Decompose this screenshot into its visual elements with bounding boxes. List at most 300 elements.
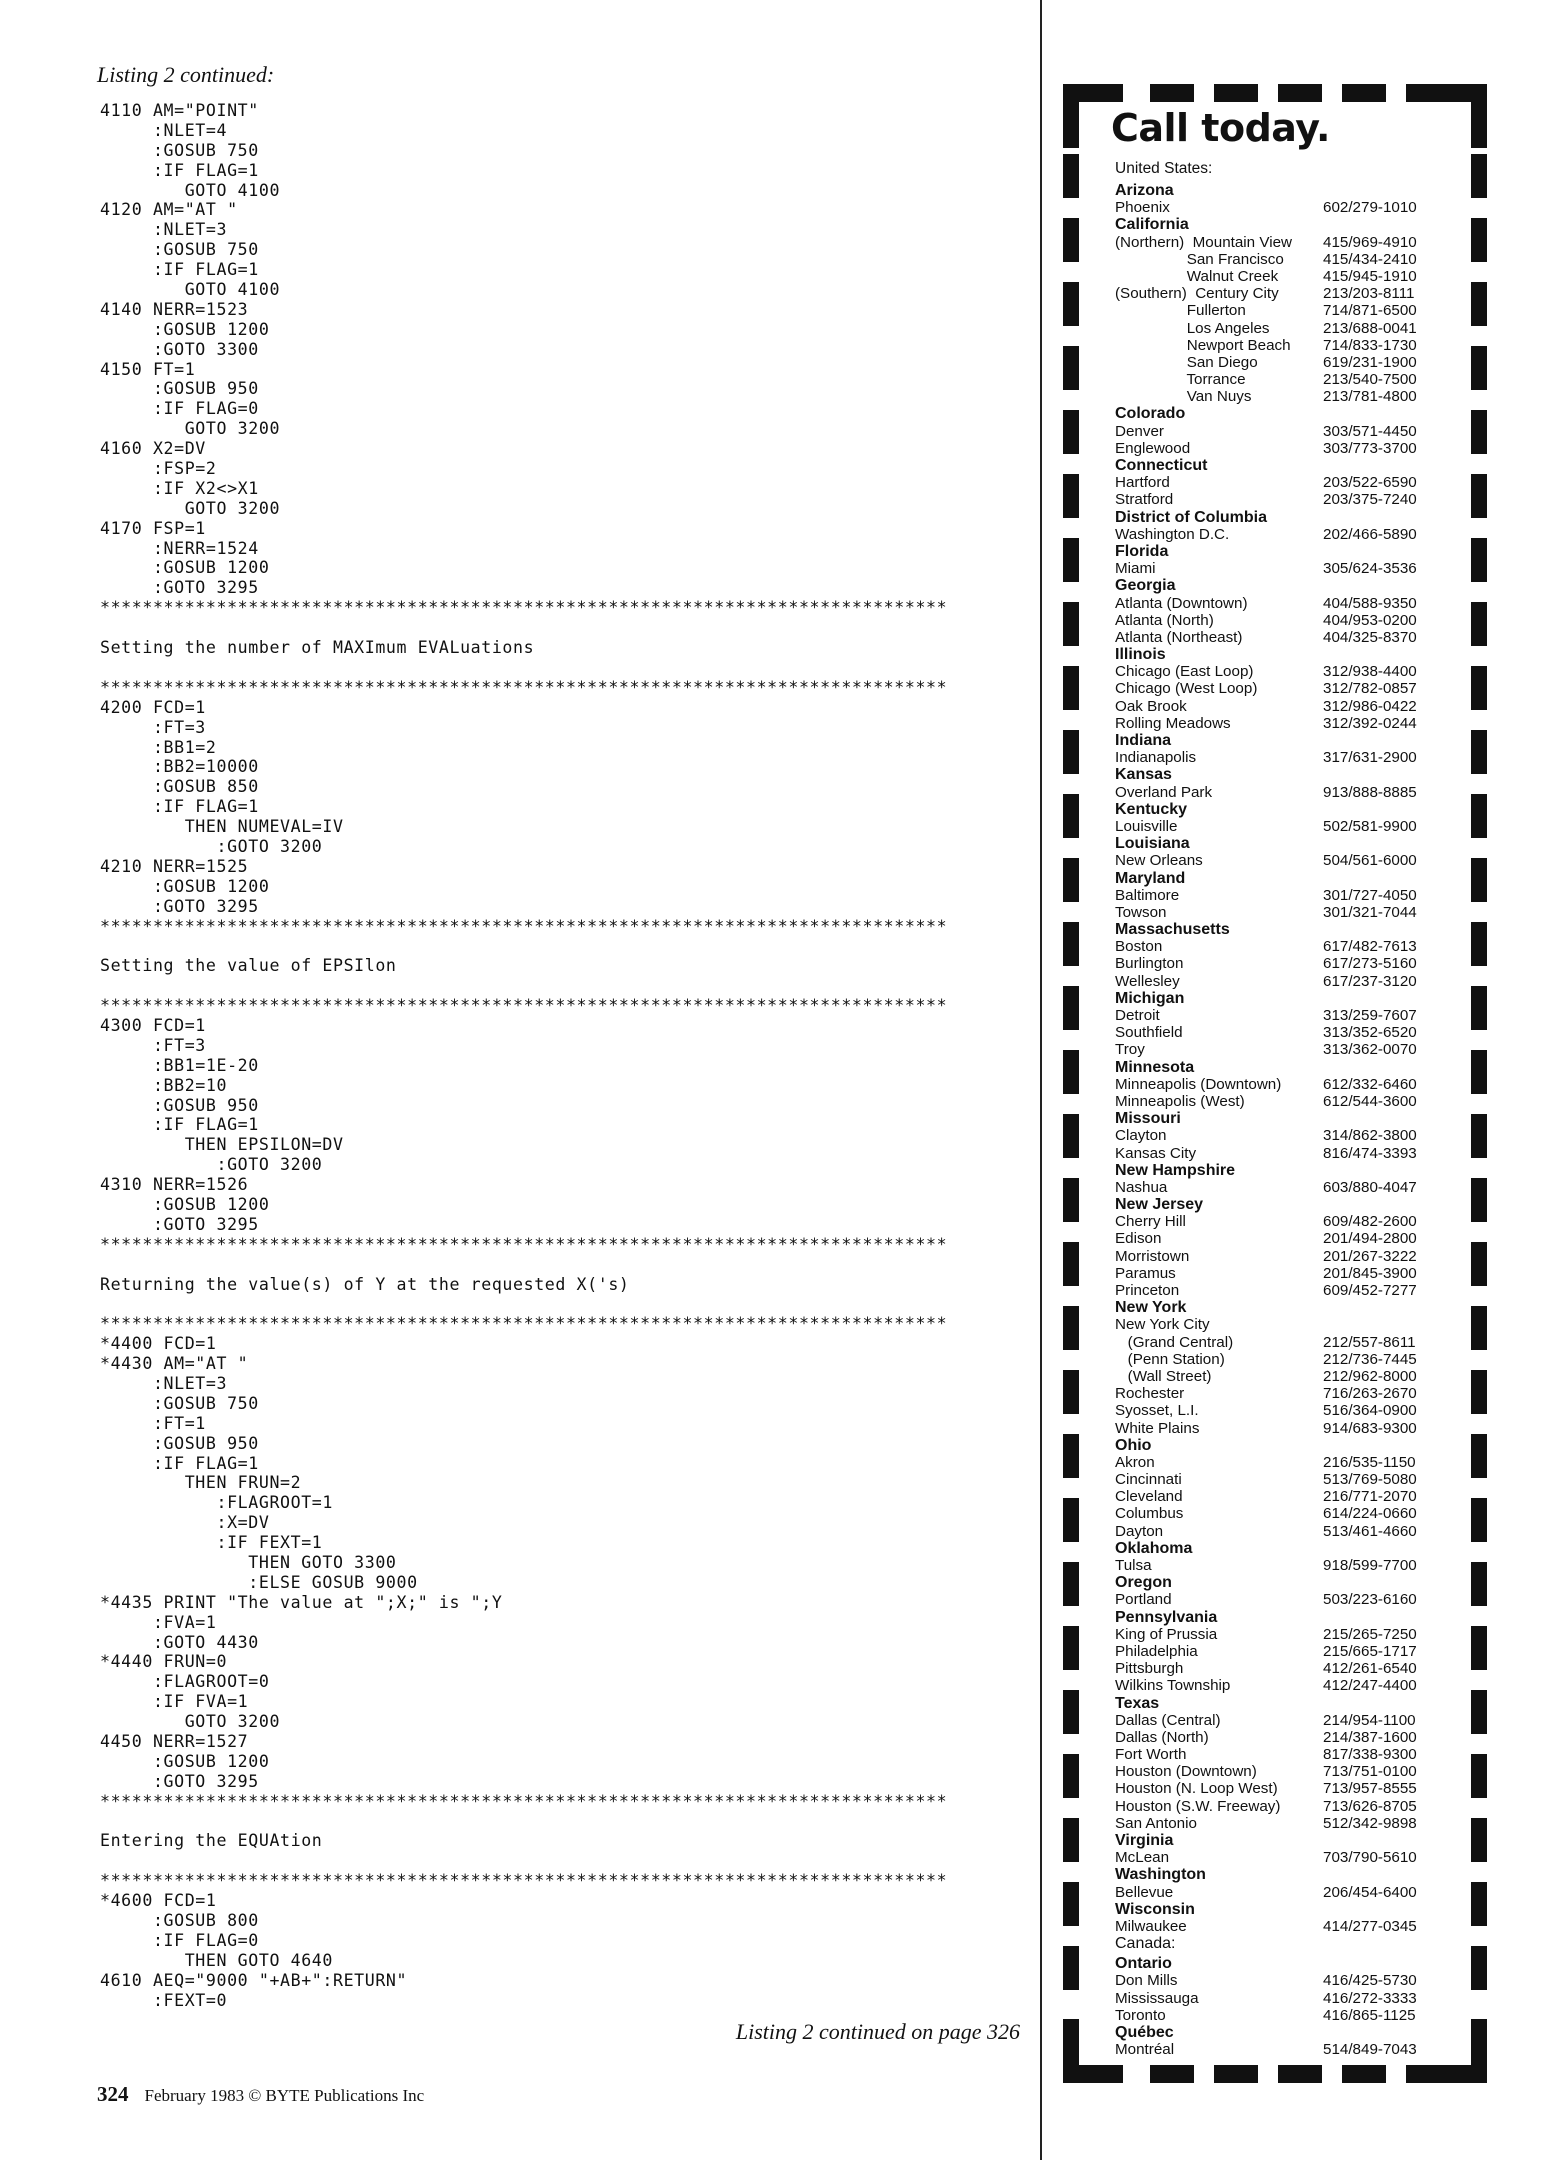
state-heading bbox=[1115, 801, 1435, 818]
code-line: :NLET=3 bbox=[100, 1374, 228, 1393]
border-dash bbox=[1471, 1690, 1487, 1734]
border-dash bbox=[1342, 2065, 1386, 2083]
border-dash bbox=[1471, 730, 1487, 774]
state-heading bbox=[1115, 766, 1435, 783]
office-name: Chicago (West Loop) bbox=[1115, 680, 1258, 698]
border-dash bbox=[1063, 1882, 1079, 1926]
office-phone: 404/588-9350 bbox=[1323, 594, 1417, 612]
office-name: Maryland bbox=[1115, 869, 1186, 887]
office-name: Princeton bbox=[1115, 1282, 1180, 1299]
office-phone: 215/665-1717 bbox=[1323, 1642, 1417, 1660]
office-phone: 216/535-1150 bbox=[1323, 1453, 1416, 1471]
office-name: Indiana bbox=[1115, 732, 1172, 749]
separator-line: ******************************************************************************** bbox=[100, 916, 948, 936]
office-phone: 201/267-3222 bbox=[1323, 1247, 1417, 1265]
office-entry bbox=[1115, 2007, 1435, 2024]
border-dash bbox=[1063, 84, 1079, 148]
office-entry bbox=[1115, 1127, 1435, 1144]
office-phone: 415/969-4910 bbox=[1323, 233, 1417, 251]
code-line: 4300 FCD=1 bbox=[100, 1015, 206, 1035]
office-entry bbox=[1115, 302, 1435, 319]
code-line: :FSP=2 bbox=[100, 459, 217, 479]
code-line: Returning the value(s) of Y at the requested X('s) bbox=[100, 1274, 630, 1294]
office-entry bbox=[1115, 268, 1435, 285]
state-heading bbox=[1115, 509, 1435, 526]
office-phone: 612/332-6460 bbox=[1323, 1075, 1417, 1093]
office-entry bbox=[1115, 955, 1435, 972]
border-dash bbox=[1471, 1754, 1487, 1798]
office-name: New Jersey bbox=[1115, 1196, 1204, 1214]
code-line: 4200 FCD=1 bbox=[100, 697, 206, 717]
office-phone: 214/954-1100 bbox=[1323, 1711, 1416, 1729]
office-entry bbox=[1115, 1420, 1435, 1437]
office-entry bbox=[1115, 1334, 1435, 1351]
office-entry bbox=[1115, 1471, 1435, 1488]
office-entry bbox=[1115, 680, 1435, 697]
border-dash bbox=[1063, 410, 1079, 454]
code-line: :FLAGROOT=0 bbox=[100, 1672, 270, 1692]
office-phone: 206/454-6400 bbox=[1323, 1883, 1417, 1901]
office-phone: 609/452-7277 bbox=[1323, 1282, 1417, 1299]
office-name: Minneapolis (West) bbox=[1115, 1092, 1245, 1110]
border-dash bbox=[1063, 1178, 1079, 1222]
office-name: Michigan bbox=[1115, 989, 1185, 1007]
office-phone: 516/364-0900 bbox=[1323, 1402, 1417, 1420]
office-phone: 215/265-7250 bbox=[1323, 1625, 1417, 1643]
border-dash bbox=[1063, 1242, 1079, 1286]
office-entry bbox=[1115, 1557, 1435, 1574]
office-name: Mississauga bbox=[1115, 1989, 1199, 2007]
office-name: Wellesley bbox=[1115, 972, 1180, 990]
office-phone: 201/845-3900 bbox=[1323, 1264, 1417, 1282]
code-line: GOTO 3200 bbox=[100, 1712, 281, 1732]
office-entry bbox=[1115, 440, 1435, 457]
office-entry bbox=[1115, 1798, 1435, 1815]
office-entry bbox=[1115, 1990, 1435, 2007]
office-name: Ontario bbox=[1115, 1955, 1172, 1973]
office-phone: 415/945-1910 bbox=[1323, 267, 1417, 285]
border-dash bbox=[1471, 1626, 1487, 1670]
office-name: Oregon bbox=[1115, 1574, 1172, 1592]
office-phone: 202/466-5890 bbox=[1323, 525, 1417, 543]
office-name: San Diego bbox=[1115, 353, 1258, 371]
state-heading bbox=[1115, 1574, 1435, 1591]
country-heading bbox=[1115, 1935, 1435, 1955]
office-entry bbox=[1115, 491, 1435, 508]
border-dash bbox=[1342, 84, 1386, 102]
office-name: Kentucky bbox=[1115, 800, 1188, 818]
code-line: :NERR=1524 bbox=[100, 538, 259, 558]
code-line: Setting the value of EPSIlon bbox=[100, 956, 397, 976]
office-name: Stratford bbox=[1115, 491, 1174, 509]
border-dash bbox=[1471, 282, 1487, 326]
border-dash bbox=[1471, 986, 1487, 1030]
office-name: Minneapolis (Downtown) bbox=[1115, 1075, 1282, 1093]
office-phone: 617/482-7613 bbox=[1323, 938, 1417, 956]
office-name: Bellevue bbox=[1115, 1883, 1174, 1901]
office-name: New Hampshire bbox=[1115, 1161, 1236, 1179]
border-dash bbox=[1471, 666, 1487, 710]
state-heading bbox=[1115, 1110, 1435, 1127]
office-phone: 313/259-7607 bbox=[1323, 1007, 1417, 1024]
office-phone: 414/277-0345 bbox=[1323, 1917, 1417, 1935]
office-name: Houston (Downtown) bbox=[1115, 1763, 1257, 1781]
office-entry bbox=[1115, 251, 1435, 268]
code-line: GOTO 3200 bbox=[100, 419, 281, 439]
office-phone: 514/849-7043 bbox=[1323, 2041, 1417, 2059]
office-entry bbox=[1115, 1265, 1435, 1282]
code-line: :GOSUB 1200 bbox=[100, 319, 270, 339]
border-dash bbox=[1471, 794, 1487, 838]
border-dash bbox=[1471, 1498, 1487, 1542]
code-line: 4310 NERR=1526 bbox=[100, 1175, 249, 1195]
office-name: Walnut Creek bbox=[1115, 267, 1279, 285]
code-line: :FT=1 bbox=[100, 1413, 206, 1433]
code-listing bbox=[100, 101, 1038, 2011]
code-line: THEN GOTO 3300 bbox=[100, 1553, 397, 1573]
office-entry bbox=[1115, 526, 1435, 543]
state-heading bbox=[1115, 216, 1435, 233]
office-phone: 216/771-2070 bbox=[1323, 1488, 1417, 1506]
office-name: Cherry Hill bbox=[1115, 1213, 1186, 1231]
office-name: Louisville bbox=[1115, 817, 1178, 835]
phone-directory bbox=[1115, 160, 1435, 2058]
office-entry bbox=[1115, 1282, 1435, 1299]
office-entry bbox=[1115, 1368, 1435, 1385]
office-name: San Francisco bbox=[1115, 250, 1284, 268]
office-name: Dallas (Central) bbox=[1115, 1711, 1221, 1729]
office-phone: 513/769-5080 bbox=[1323, 1471, 1417, 1489]
office-name: Washington D.C. bbox=[1115, 525, 1230, 543]
office-entry bbox=[1115, 1248, 1435, 1265]
office-phone: 609/482-2600 bbox=[1323, 1213, 1417, 1231]
border-dash bbox=[1063, 1434, 1079, 1478]
separator-line: ******************************************************************************** bbox=[100, 1314, 948, 1334]
state-heading bbox=[1115, 921, 1435, 938]
office-phone: 213/688-0041 bbox=[1323, 319, 1417, 337]
page-footer bbox=[97, 2082, 424, 2107]
code-line: :IF FLAG=1 bbox=[100, 260, 259, 280]
code-line: :GOTO 3295 bbox=[100, 1771, 259, 1791]
office-name: Indianapolis bbox=[1115, 749, 1197, 767]
office-phone: 212/736-7445 bbox=[1323, 1350, 1417, 1368]
office-phone: 504/561-6000 bbox=[1323, 852, 1417, 870]
code-line: *4430 AM="AT " bbox=[100, 1354, 249, 1374]
office-phone: 303/571-4450 bbox=[1323, 422, 1417, 440]
border-dash bbox=[1063, 666, 1079, 710]
office-name: Wisconsin bbox=[1115, 1900, 1195, 1918]
code-line bbox=[100, 1812, 1038, 1832]
code-line: :NLET=4 bbox=[100, 120, 228, 140]
office-name: Pittsburgh bbox=[1115, 1660, 1184, 1678]
code-line: :GOSUB 950 bbox=[100, 379, 259, 399]
office-entry bbox=[1115, 887, 1435, 904]
office-entry bbox=[1115, 388, 1435, 405]
office-phone: 416/425-5730 bbox=[1323, 1972, 1417, 1990]
office-name: Newport Beach bbox=[1115, 336, 1291, 354]
office-entry bbox=[1115, 784, 1435, 801]
office-entry bbox=[1115, 1746, 1435, 1763]
code-line: THEN NUMEVAL=IV bbox=[100, 817, 344, 837]
office-name: Hartford bbox=[1115, 474, 1170, 492]
code-line: THEN EPSILON=DV bbox=[100, 1135, 344, 1155]
code-line: :ELSE GOSUB 9000 bbox=[100, 1572, 418, 1592]
office-name: Kansas bbox=[1115, 766, 1172, 784]
code-line: :FT=3 bbox=[100, 1035, 206, 1055]
code-line: GOTO 3200 bbox=[100, 498, 281, 518]
border-dash bbox=[1063, 922, 1079, 966]
office-phone: 512/342-9898 bbox=[1323, 1814, 1417, 1832]
office-name: Boston bbox=[1115, 938, 1163, 956]
code-line: :GOTO 3300 bbox=[100, 339, 259, 359]
office-entry bbox=[1115, 1780, 1435, 1797]
border-dash bbox=[1471, 922, 1487, 966]
state-heading bbox=[1115, 1540, 1435, 1557]
state-heading bbox=[1115, 1866, 1435, 1883]
code-line: THEN FRUN=2 bbox=[100, 1473, 302, 1493]
office-entry bbox=[1115, 337, 1435, 354]
border-dash bbox=[1063, 1050, 1079, 1094]
office-phone: 619/231-1900 bbox=[1323, 353, 1417, 371]
office-name: Paramus bbox=[1115, 1264, 1176, 1282]
office-phone: 817/338-9300 bbox=[1323, 1746, 1417, 1764]
office-name: Ohio bbox=[1115, 1436, 1152, 1454]
border-dash bbox=[1471, 1370, 1487, 1414]
office-name: Atlanta (Downtown) bbox=[1115, 594, 1248, 612]
office-name: Atlanta (North) bbox=[1115, 611, 1214, 629]
state-heading bbox=[1115, 835, 1435, 852]
border-dash bbox=[1063, 1626, 1079, 1670]
code-line: :BB2=10 bbox=[100, 1075, 228, 1095]
state-heading bbox=[1115, 990, 1435, 1007]
office-entry bbox=[1115, 1849, 1435, 1866]
code-line: :GOSUB 1200 bbox=[100, 558, 270, 578]
border-dash bbox=[1278, 2065, 1322, 2083]
code-line: :FT=3 bbox=[100, 717, 206, 737]
office-phone: 303/773-3700 bbox=[1323, 439, 1417, 457]
office-phone: 214/387-1600 bbox=[1323, 1728, 1417, 1746]
code-line: THEN GOTO 4640 bbox=[100, 1950, 333, 1970]
border-dash bbox=[1063, 1370, 1079, 1414]
code-line: :GOSUB 750 bbox=[100, 240, 259, 260]
code-line: :GOSUB 850 bbox=[100, 777, 259, 797]
border-dash bbox=[1063, 2019, 1079, 2083]
office-phone: 404/325-8370 bbox=[1323, 628, 1417, 646]
code-line: *4400 FCD=1 bbox=[100, 1334, 217, 1354]
office-phone: 312/392-0244 bbox=[1323, 714, 1417, 732]
office-name: Van Nuys bbox=[1115, 388, 1252, 406]
office-name: Cleveland bbox=[1115, 1488, 1183, 1506]
office-name: Clayton bbox=[1115, 1127, 1167, 1145]
office-name: Englewood bbox=[1115, 439, 1191, 457]
office-name: Arizona bbox=[1115, 182, 1174, 199]
code-line: :GOSUB 950 bbox=[100, 1433, 259, 1453]
state-heading bbox=[1115, 1609, 1435, 1626]
separator-line: ******************************************************************************** bbox=[100, 677, 948, 697]
office-entry bbox=[1115, 1626, 1435, 1643]
border-dash bbox=[1063, 1114, 1079, 1158]
page-number: 324 bbox=[97, 2082, 129, 2106]
border-dash bbox=[1063, 1818, 1079, 1862]
state-heading bbox=[1115, 1162, 1435, 1179]
border-dash bbox=[1471, 1946, 1487, 1990]
separator-line: ******************************************************************************** bbox=[100, 996, 948, 1016]
state-heading bbox=[1115, 1059, 1435, 1076]
office-phone: 312/782-0857 bbox=[1323, 680, 1417, 698]
office-name: Chicago (East Loop) bbox=[1115, 663, 1254, 681]
office-name: Baltimore bbox=[1115, 886, 1180, 904]
code-line: :GOSUB 1200 bbox=[100, 876, 270, 896]
office-phone: 513/461-4660 bbox=[1323, 1522, 1417, 1540]
office-name: San Antonio bbox=[1115, 1814, 1197, 1832]
state-heading bbox=[1115, 1437, 1435, 1454]
office-name: Texas bbox=[1115, 1694, 1160, 1712]
office-entry bbox=[1115, 1591, 1435, 1608]
office-name: Houston (N. Loop West) bbox=[1115, 1780, 1278, 1798]
office-entry bbox=[1115, 1316, 1435, 1333]
code-line: :BB2=10000 bbox=[100, 757, 259, 777]
office-entry bbox=[1115, 1007, 1435, 1024]
office-entry bbox=[1115, 1213, 1435, 1230]
office-name: Morristown bbox=[1115, 1247, 1190, 1265]
state-heading bbox=[1115, 405, 1435, 422]
code-line: :GOSUB 1200 bbox=[100, 1751, 270, 1771]
office-name: McLean bbox=[1115, 1849, 1170, 1867]
office-name: Denver bbox=[1115, 422, 1164, 440]
office-entry bbox=[1115, 1729, 1435, 1746]
border-dash bbox=[1214, 2065, 1258, 2083]
office-name: New York City bbox=[1115, 1316, 1210, 1334]
office-entry bbox=[1115, 612, 1435, 629]
office-name: Pennsylvania bbox=[1115, 1608, 1218, 1626]
office-phone: 213/203-8111 bbox=[1323, 285, 1415, 303]
code-line bbox=[100, 658, 1038, 678]
border-dash bbox=[1471, 1882, 1487, 1926]
border-dash bbox=[1063, 1562, 1079, 1606]
code-line bbox=[100, 1851, 1038, 1871]
office-phone: 213/781-4800 bbox=[1323, 388, 1417, 406]
office-phone: 213/540-7500 bbox=[1323, 371, 1417, 389]
office-name: Don Mills bbox=[1115, 1972, 1178, 1990]
office-name: Georgia bbox=[1115, 577, 1176, 595]
office-phone: 312/938-4400 bbox=[1323, 663, 1417, 681]
office-name: Oklahoma bbox=[1115, 1539, 1193, 1557]
office-entry bbox=[1115, 1523, 1435, 1540]
border-dash bbox=[1471, 1306, 1487, 1350]
office-entry bbox=[1115, 354, 1435, 371]
office-phone: 816/474-3393 bbox=[1323, 1144, 1417, 1162]
office-phone: 914/683-9300 bbox=[1323, 1419, 1417, 1437]
code-line: 4170 FSP=1 bbox=[100, 518, 206, 538]
office-phone: 412/261-6540 bbox=[1323, 1660, 1417, 1678]
office-phone: 305/624-3536 bbox=[1323, 560, 1417, 578]
border-dash bbox=[1471, 154, 1487, 198]
code-line: 4150 FT=1 bbox=[100, 359, 196, 379]
code-line: :GOSUB 750 bbox=[100, 140, 259, 160]
code-line: *4435 PRINT "The value at ";X;" is ";Y bbox=[100, 1592, 503, 1612]
office-phone: 212/962-8000 bbox=[1323, 1367, 1417, 1385]
office-entry bbox=[1115, 1972, 1435, 1989]
column-divider bbox=[1040, 0, 1042, 2160]
office-entry bbox=[1115, 1763, 1435, 1780]
office-name: Los Angeles bbox=[1115, 319, 1270, 337]
office-entry bbox=[1115, 1884, 1435, 1901]
office-entry bbox=[1115, 2041, 1435, 2058]
code-line: 4120 AM="AT " bbox=[100, 200, 238, 220]
code-line: :IF FLAG=1 bbox=[100, 797, 259, 817]
office-entry bbox=[1115, 938, 1435, 955]
office-name: Connecticut bbox=[1115, 457, 1208, 474]
office-name: Minnesota bbox=[1115, 1058, 1195, 1076]
office-phone: 212/557-8611 bbox=[1323, 1333, 1416, 1351]
office-phone: 716/263-2670 bbox=[1323, 1385, 1417, 1403]
office-name: (Northern) Mountain View bbox=[1115, 233, 1292, 251]
code-line: :BB1=1E-20 bbox=[100, 1055, 259, 1075]
office-name: Nashua bbox=[1115, 1178, 1168, 1196]
border-dash bbox=[1471, 474, 1487, 518]
state-heading bbox=[1115, 732, 1435, 749]
border-dash bbox=[1063, 602, 1079, 646]
code-line: :IF FLAG=1 bbox=[100, 1115, 259, 1135]
office-entry bbox=[1115, 1677, 1435, 1694]
border-dash bbox=[1471, 858, 1487, 902]
office-entry bbox=[1115, 629, 1435, 646]
code-line: :IF FLAG=0 bbox=[100, 399, 259, 419]
office-phone: 412/247-4400 bbox=[1323, 1677, 1417, 1695]
border-dash bbox=[1063, 858, 1079, 902]
code-line: :IF FEXT=1 bbox=[100, 1533, 323, 1553]
office-name: Phoenix bbox=[1115, 199, 1170, 217]
office-name: Louisiana bbox=[1115, 835, 1190, 853]
office-phone: 201/494-2800 bbox=[1323, 1230, 1417, 1248]
office-name: Washington bbox=[1115, 1866, 1206, 1884]
office-phone: 416/272-3333 bbox=[1323, 1989, 1417, 2007]
office-name: Massachusetts bbox=[1115, 921, 1230, 939]
office-entry bbox=[1115, 1454, 1435, 1471]
border-dash bbox=[1471, 1562, 1487, 1606]
office-phone: 612/544-3600 bbox=[1323, 1092, 1417, 1110]
office-phone: 913/888-8885 bbox=[1323, 783, 1417, 801]
office-name: Overland Park bbox=[1115, 783, 1213, 801]
country-heading bbox=[1115, 160, 1435, 182]
office-entry bbox=[1115, 1385, 1435, 1402]
office-phone: 713/626-8705 bbox=[1323, 1797, 1417, 1815]
border-dash bbox=[1214, 84, 1258, 102]
office-phone: 203/375-7240 bbox=[1323, 491, 1417, 509]
office-entry bbox=[1115, 1145, 1435, 1162]
code-line: :IF X2<>X1 bbox=[100, 478, 259, 498]
border-dash bbox=[1471, 84, 1487, 148]
office-name: King of Prussia bbox=[1115, 1625, 1218, 1643]
code-line: :GOTO 3200 bbox=[100, 1155, 323, 1175]
separator-line: ******************************************************************************** bbox=[100, 1871, 948, 1891]
office-entry bbox=[1115, 1402, 1435, 1419]
office-entry bbox=[1115, 1024, 1435, 1041]
code-line bbox=[100, 1294, 1038, 1314]
office-name: Dayton bbox=[1115, 1522, 1164, 1540]
border-dash bbox=[1471, 602, 1487, 646]
office-entry bbox=[1115, 715, 1435, 732]
border-dash bbox=[1063, 1754, 1079, 1798]
code-line: :GOSUB 1200 bbox=[100, 1194, 270, 1214]
border-dash bbox=[1063, 1498, 1079, 1542]
office-name: Dallas (North) bbox=[1115, 1728, 1209, 1746]
office-name: Tulsa bbox=[1115, 1557, 1152, 1574]
office-phone: 714/833-1730 bbox=[1323, 336, 1417, 354]
state-heading bbox=[1115, 1695, 1435, 1712]
office-name: Wilkins Township bbox=[1115, 1677, 1231, 1695]
code-line: :X=DV bbox=[100, 1513, 270, 1533]
